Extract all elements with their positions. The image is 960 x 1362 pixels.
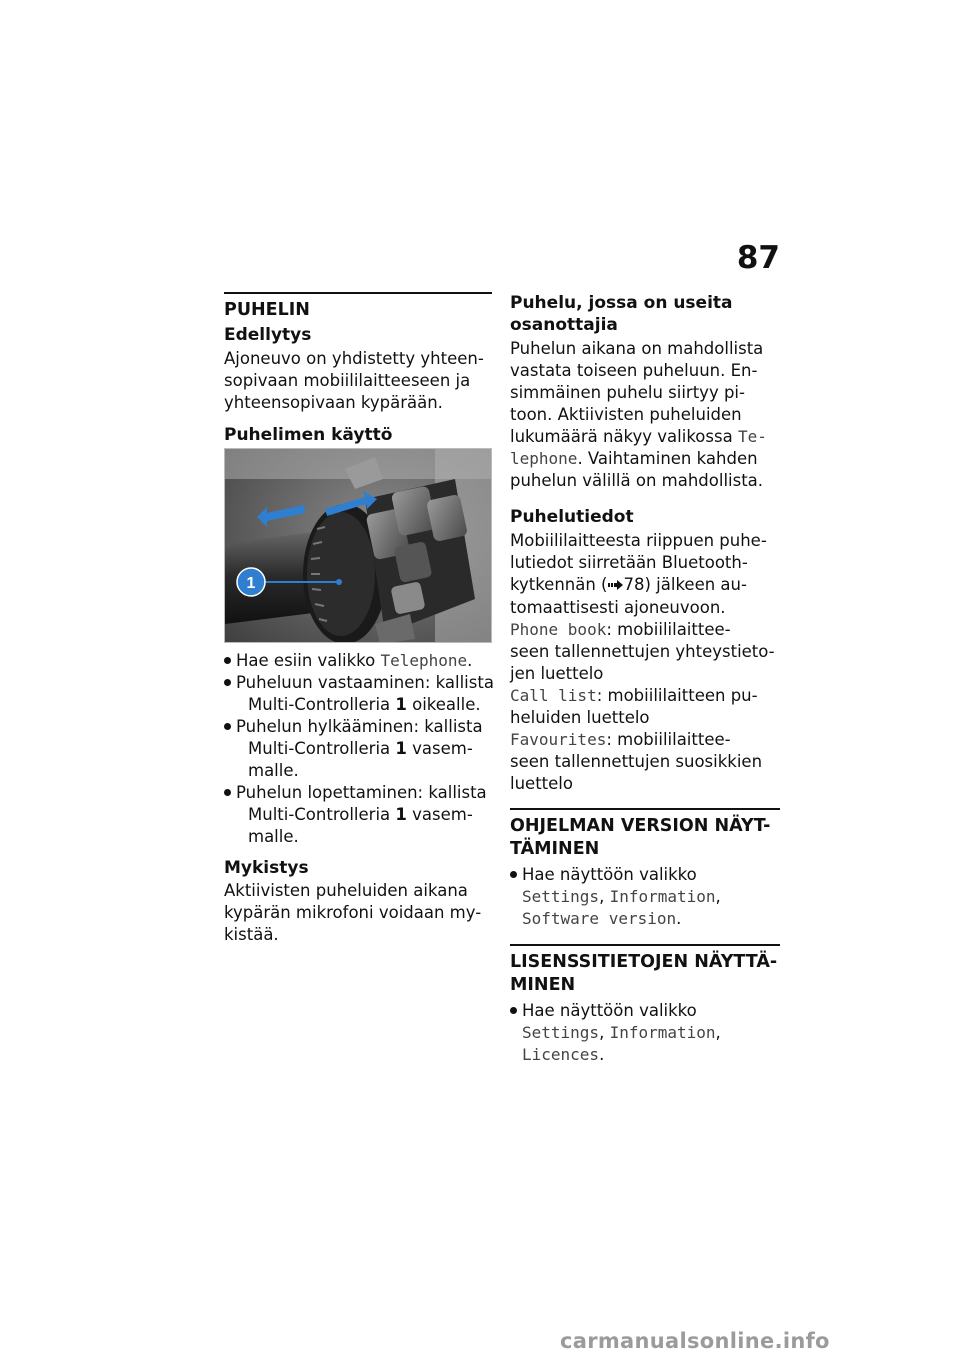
- text-line: tomaattisesti ajoneuvoon.: [510, 597, 726, 617]
- separator: .: [599, 1045, 605, 1064]
- page-ref-arrow-icon: [608, 575, 624, 597]
- bullet-dot: [224, 789, 231, 796]
- bullet-text: malle.: [248, 761, 299, 780]
- call-info-text: [510, 530, 780, 795]
- page-ref-link[interactable]: 78: [623, 575, 645, 594]
- bullet-dot: [224, 679, 231, 686]
- mute-heading: Mykistys: [224, 858, 309, 878]
- section-title-phone: PUHELIN: [224, 292, 492, 322]
- list-item: [224, 716, 492, 782]
- mute-line: Aktiivisten puheluiden aikana: [224, 881, 468, 900]
- list-item: [224, 672, 492, 716]
- list-item: [224, 650, 492, 672]
- menu-name: Licences: [522, 1045, 600, 1064]
- licences-bullet-list: [510, 1000, 780, 1066]
- heading-line: osanottajia: [510, 315, 618, 335]
- heading-line: Puhelu, jossa on useita: [510, 293, 733, 313]
- bullet-text: Hae näyttöön valikko: [522, 865, 697, 884]
- bullet-dot: [224, 657, 231, 664]
- separator: ,: [599, 887, 605, 906]
- bullet-text: malle.: [248, 827, 299, 846]
- page-number: 87: [736, 240, 780, 276]
- prereq-line: yhteensopivaan kypärään.: [224, 393, 443, 412]
- bullet-text: oikealle.: [406, 695, 481, 714]
- heading-line: OHJELMAN VERSION NÄYT-: [510, 816, 771, 836]
- mute-text: [224, 880, 492, 946]
- text-line: puhelun välillä on mahdollista.: [510, 471, 764, 490]
- text-line: toon. Aktiivisten puheluiden: [510, 405, 742, 424]
- section-title-version: [510, 808, 780, 861]
- controller-illustration: [225, 449, 492, 643]
- menu-name: Call list: [510, 685, 597, 705]
- text-line: heluiden luettelo: [510, 707, 650, 727]
- text-line: Puhelun aikana on mahdollista: [510, 339, 764, 358]
- separator: ,: [599, 1023, 605, 1042]
- menu-name: Te-: [737, 427, 767, 446]
- heading-line: TÄMINEN: [510, 839, 600, 859]
- menu-name: Information: [609, 887, 716, 906]
- usage-bullet-list: [224, 650, 492, 848]
- text-line: : mobiililaitteen pu-: [596, 685, 758, 705]
- callout-ref: 1: [395, 739, 407, 758]
- menu-name: Settings: [522, 887, 600, 906]
- menu-name: Favourites: [510, 729, 607, 749]
- list-item: [510, 864, 780, 930]
- bullet-dot: [224, 723, 231, 730]
- text-line: luettelo: [510, 773, 573, 793]
- bullet-text: Puheluun vastaaminen: kallista: [236, 673, 494, 692]
- separator: ,: [715, 1023, 721, 1042]
- text-line: lutiedot siirretään Bluetooth-: [510, 553, 748, 572]
- menu-name: Settings: [522, 1023, 600, 1042]
- bullet-text: .: [467, 651, 473, 670]
- bullet-text: vasem-: [406, 805, 473, 824]
- text-line: Mobiililaitteesta riippuen puhe-: [510, 531, 767, 550]
- text-line: vastata toiseen puheluun. En-: [510, 361, 758, 380]
- prereq-heading: Edellytys: [224, 325, 312, 345]
- bullet-text: Puhelun lopettaminen: kallista: [236, 783, 487, 802]
- menu-name: Telephone: [380, 651, 468, 670]
- text-line: jen luettelo: [510, 663, 604, 683]
- menu-name: Information: [609, 1023, 716, 1042]
- heading-line: LISENSSITIETOJEN NÄYTTÄ-: [510, 952, 778, 972]
- list-item: [510, 1000, 780, 1066]
- callout-ref: 1: [395, 805, 407, 824]
- multi-call-heading: [510, 292, 780, 336]
- bullet-text: Multi-Controlleria: [248, 695, 396, 714]
- prereq-line: sopivaan mobiililaitteeseen ja: [224, 371, 471, 390]
- list-item: [224, 782, 492, 848]
- prereq-line: Ajoneuvo on yhdistetty yhteen-: [224, 349, 484, 368]
- text-line: lukumäärä näkyy valikossa: [510, 427, 738, 446]
- figure-callout-label: 1: [246, 575, 256, 592]
- bullet-dot: [510, 1007, 517, 1014]
- callout-ref: 1: [395, 695, 407, 714]
- text-line: seen tallennettujen suosikkien: [510, 751, 763, 771]
- text-line: kytkennän (: [510, 575, 608, 594]
- separator: .: [676, 909, 682, 928]
- watermark: carmanualsonline.info: [560, 1329, 830, 1353]
- text-line: . Vaihtaminen kahden: [577, 449, 758, 468]
- text-line: simmäinen puhelu siirtyy pi-: [510, 383, 745, 402]
- prereq-text: [224, 348, 492, 414]
- separator: ,: [715, 887, 721, 906]
- call-info-heading: Puhelutiedot: [510, 507, 634, 527]
- bullet-text: Multi-Controlleria: [248, 805, 396, 824]
- menu-name: Phone book: [510, 619, 607, 639]
- bullet-text: Puhelun hylkääminen: kallista: [236, 717, 483, 736]
- mute-line: kypärän mikrofoni voidaan my-: [224, 903, 482, 922]
- bullet-text: Hae esiin valikko: [236, 651, 381, 670]
- mute-line: kistää.: [224, 925, 279, 944]
- menu-name: lephone: [510, 449, 578, 468]
- handlebar-controller-photo: [224, 448, 492, 643]
- multi-call-text: [510, 338, 780, 492]
- bullet-text: Multi-Controlleria: [248, 739, 396, 758]
- text-line: seen tallennettujen yhteystieto-: [510, 641, 775, 661]
- text-line: : mobiililaittee-: [606, 729, 731, 749]
- bullet-text: Hae näyttöön valikko: [522, 1001, 697, 1020]
- text-line: ) jälkeen au-: [644, 575, 747, 594]
- section-title-licences: [510, 944, 780, 997]
- usage-heading: Puhelimen käyttö: [224, 425, 393, 445]
- bullet-dot: [510, 871, 517, 878]
- menu-name: Software version: [522, 909, 677, 928]
- heading-line: MINEN: [510, 975, 576, 995]
- bullet-text: vasem-: [406, 739, 473, 758]
- text-line: : mobiililaittee-: [606, 619, 731, 639]
- version-bullet-list: [510, 864, 780, 930]
